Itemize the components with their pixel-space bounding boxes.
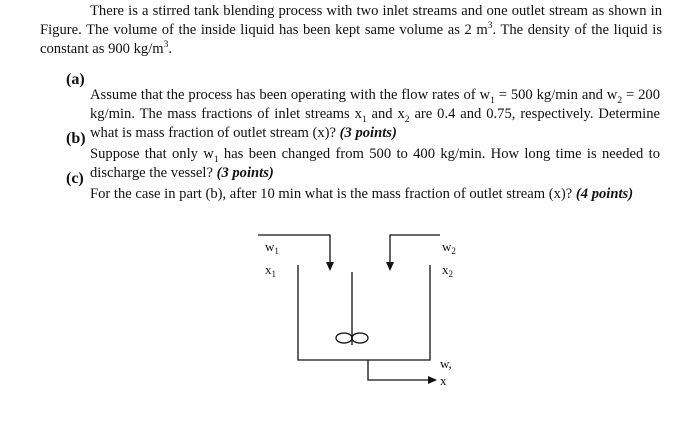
question-c-label: (c): [66, 170, 84, 187]
question-c-points: (4 points): [575, 185, 634, 202]
question-a-points: (3 points): [339, 124, 397, 141]
question-b-label: (b): [66, 130, 86, 147]
inlet-2-flow-label: $w_2$: [442, 239, 456, 256]
inlet-pipe-2: [390, 235, 440, 262]
inlet-1-fraction-label: $x_1$: [265, 262, 276, 279]
impeller-blade-left: [336, 333, 352, 343]
question-b-text: Suppose that only $w_1$ has been changed from 500 to 400 kg/min. How long time is needed to discharge the vessel? (3 points): [90, 145, 660, 181]
question-c: [66, 170, 660, 218]
question-b-points: (3 points): [216, 164, 274, 181]
question-a-label: (a): [66, 71, 85, 88]
impeller-blade-right: [352, 333, 368, 343]
tank-wall: [298, 265, 430, 360]
inlet-2-fraction-label: $x_2$: [442, 262, 453, 279]
inlet-1-flow-label: $w_1$: [265, 239, 279, 256]
problem-intro: There is a stirred tank blending process with two inlet streams and one outlet stream as shown in Figure. The volume of the inside liquid has been kept same volume as 2 $m^3$. The density of the liquid is constant as 900 $kg/m^3$.: [40, 3, 662, 57]
inlet-arrow-1: [326, 262, 334, 271]
outlet-pipe: [368, 360, 428, 380]
inlet-pipe-1: [258, 235, 330, 262]
question-a-text: Assume that the process has been operating with the flow rates of $w_1 = 500$ kg/min and $w_2 = 200$ kg/min. The mass fractions of inlet streams $x_1$ and $x_2$ are 0.4 and 0.75, respectively. Determine what is mass fraction of outlet stream (x)? (3 points): [90, 86, 661, 141]
outlet-fraction-label: x: [440, 373, 447, 388]
outlet-arrow: [428, 376, 437, 384]
inlet-arrow-2: [386, 262, 394, 271]
question-c-text: For the case in part (b), after 10 min what is the mass fraction of outlet stream (x)? (4 points): [90, 185, 634, 202]
outlet-flow-label: w,: [440, 356, 452, 371]
